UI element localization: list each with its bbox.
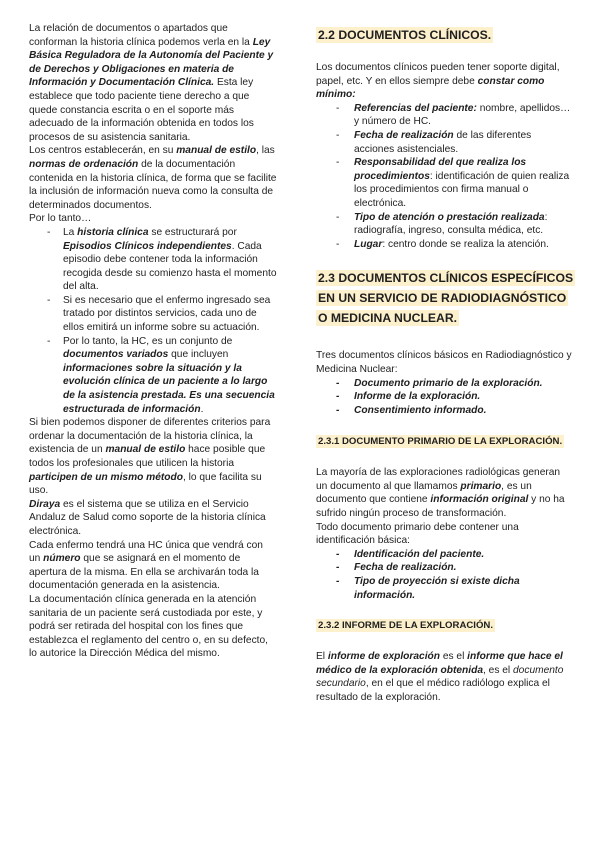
- paragraph-por-lo-tanto: Por lo tanto…: [29, 213, 92, 225]
- list-item: - Tipo de proyección si existe dicha información.: [316, 575, 574, 602]
- paragraph-manual-estilo: Los centros establecerán, en su manual de estilo, las normas de ordenación de la documentación contenida en la historia clínica, de forma que se facilite la inclusión de información nueva como la consulta de determinados documentos.: [29, 145, 277, 211]
- bullet-list-minimos: [316, 102, 574, 252]
- section-heading-2-3: 2.3 DOCUMENTOS CLÍNICOS ESPECÍFICOS EN UN SERVICIO DE RADIODIAGNÓSTICO O MEDICINA NUCLEAR.: [318, 271, 574, 326]
- heading-2-3-wrap: [316, 269, 574, 329]
- section-heading-2-2: 2.2 DOCUMENTOS CLÍNICOS.: [318, 28, 492, 42]
- right-column: [316, 22, 574, 705]
- section-heading-2-3-2: 2.3.2 INFORME DE LA EXPLORACIÓN.: [318, 620, 494, 632]
- paragraph-documento-primario: La mayoría de las exploraciones radiológicas generan un documento al que llamamos primario, es un documento que contiene información original y no ha sufrido ningún proceso de transformación.: [316, 467, 565, 520]
- list-item: - Fecha de realización.: [316, 561, 574, 575]
- list-item: - Responsabilidad del que realiza los procedimientos: identificación de quien realiza los procedimientos con firma manual o electrónica.: [316, 156, 574, 210]
- heading-2-3-1-wrap: [316, 434, 574, 449]
- list-item: - Por lo tanto, la HC, es un conjunto de documentos variados que incluyen informaciones sobre la situación y la evolución clínica de un paciente a lo largo de la asistencia prestada. Es una secuencia estructurada de información.: [29, 335, 277, 417]
- list-item: - Tipo de atención o prestación realizada: radiografía, ingreso, consulta médica, etc.: [316, 211, 574, 238]
- list-item: - Si es necesario que el enfermo ingresado sea tratado por distintos servicios, cada uno de ellos emitirá un informe sobre su actuación.: [29, 294, 277, 335]
- paragraph-diraya: Diraya es el sistema que se utiliza en el Servicio Andaluz de Salud como soporte de la historia clínica electrónica.: [29, 498, 266, 537]
- paragraph-identificacion: Todo documento primario debe contener una identificación básica:: [316, 521, 519, 547]
- list-item: - Documento primario de la exploración.: [316, 377, 574, 391]
- list-item: - Identificación del paciente.: [316, 548, 574, 562]
- heading-2-3-2-wrap: [316, 619, 574, 633]
- list-item: - La historia clínica se estructurará por Episodios Clínicos independientes. Cada episodio debe contener toda la información recogida desde su comienzo hasta el momento del alta.: [29, 226, 277, 294]
- paragraph-criterios: Si bien podemos disponer de diferentes criterios para ordenar la documentación de la historia clínica, la existencia de un manual de estilo hace posible que todos los profesionales que utilicen la historia participen de un mismo método, lo que facilita su uso.: [29, 417, 271, 497]
- bullet-list-historia: [29, 226, 277, 416]
- heading-2-2-wrap: [316, 26, 574, 44]
- list-item: - Consentimiento informado.: [316, 404, 574, 418]
- left-column: [29, 22, 277, 661]
- list-item: - Lugar: centro donde se realiza la atención.: [316, 238, 574, 252]
- list-item: - Fecha de realización de las diferentes acciones asistenciales.: [316, 129, 574, 156]
- paragraph-ley-basica: La relación de documentos o apartados que conforman la historia clínica podemos verla en la Ley Básica Reguladora de la Autonomía del Paciente y de Derechos y Obligaciones en materia de Información y Documentación Clínica. Esta ley establece que todo paciente tiene derecho a que quede constancia escrita o en el soporte más adecuado de la información obtenida en todos los procesos de su asistencia sanitaria.: [29, 23, 274, 143]
- paragraph-hc-unica: Cada enfermo tendrá una HC única que vendrá con un número que se asignará en el momento de apertura de la misma. En ella se archivarán toda la documentación generada en la asistencia.: [29, 539, 263, 592]
- bullet-list-documentos: [316, 377, 574, 418]
- paragraph-informe: El informe de exploración es el informe que hace el médico de la exploración obtenida, es el documento secundario, en el que el médico radiólogo explica el resultado de la exploración.: [316, 651, 564, 703]
- bullet-list-identificacion: [316, 548, 574, 602]
- paragraph-soporte: Los documentos clínicos pueden tener soporte digital, papel, etc. Y en ellos siempre debe constar como mínimo:: [316, 62, 560, 101]
- list-item: - Referencias del paciente: nombre, apellidos… y número de HC.: [316, 102, 574, 129]
- list-item: - Informe de la exploración.: [316, 390, 574, 404]
- paragraph-tres-documentos: Tres documentos clínicos básicos en Radiodiagnóstico y Medicina Nuclear:: [316, 350, 572, 375]
- paragraph-custodia: La documentación clínica generada en la atención sanitaria de un paciente será custodiada por este, y podrá ser retirada del hospital con los fines que establezca el reglamento del centro o, en su defecto, lo autorice la Dirección Médica del mismo.: [29, 593, 268, 660]
- section-heading-2-3-1: 2.3.1 DOCUMENTO PRIMARIO DE LA EXPLORACIÓN.: [318, 436, 563, 448]
